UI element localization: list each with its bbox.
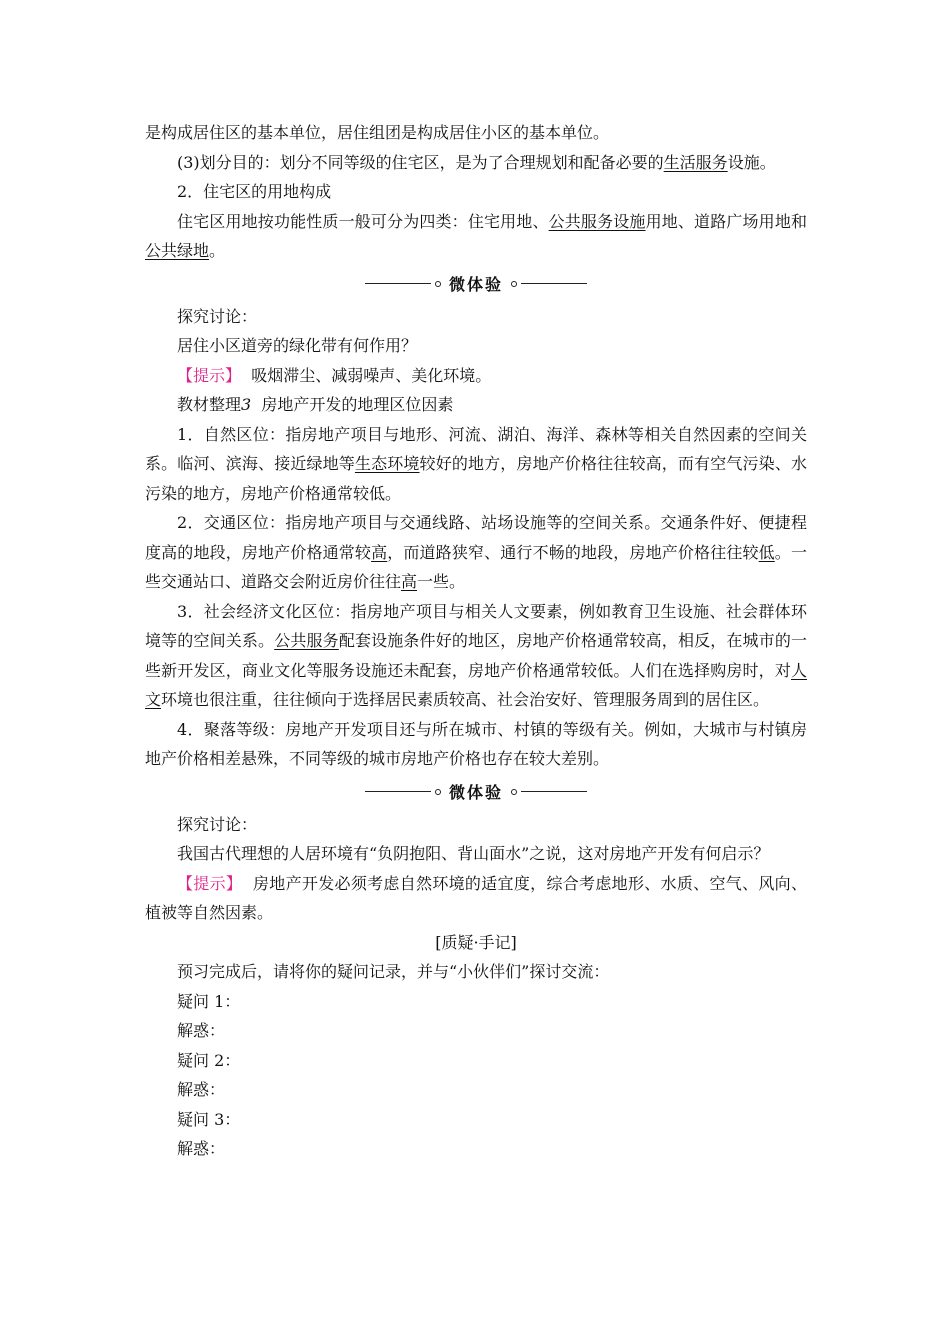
underlined-answer: 公共服务设施 bbox=[548, 211, 646, 231]
hint-paragraph bbox=[145, 361, 807, 391]
divider-line bbox=[365, 283, 431, 285]
divider-line bbox=[521, 791, 587, 793]
discussion-label: 探究讨论： bbox=[177, 814, 258, 834]
divider-dot bbox=[435, 281, 441, 287]
notes-line: 疑问 2： bbox=[177, 1050, 241, 1070]
divider-dot bbox=[435, 789, 441, 795]
notes-line: 疑问 3： bbox=[177, 1109, 241, 1129]
underlined-answer: 高 bbox=[401, 572, 418, 591]
notes-heading: [质疑·手记] bbox=[435, 932, 517, 952]
item-traffic-location: 2．交通区位：指房地产项目与交通线路、站场设施等的空间关系。交通条件好、便捷程度高的地段，房地产价格通常较高，而道路狭窄、通行不畅的地段，房地产价格往往较低。一些交通站口、道路交会附近房价往往高一些。 bbox=[145, 513, 807, 591]
document-page bbox=[145, 118, 807, 1164]
underlined-answer: 低 bbox=[758, 542, 775, 562]
hint-text: 吸烟滞尘、减弱噪声、美化环境。 bbox=[251, 365, 492, 385]
notes-line: 解惑： bbox=[177, 1021, 226, 1040]
paragraph-purpose: (3)划分目的：划分不同等级的住宅区，是为了合理规划和配备必要的生活服务设施。 bbox=[177, 152, 776, 172]
paragraph-continued: 是构成居住区的基本单位，居住组团是构成居住小区的基本单位。 bbox=[145, 123, 610, 142]
paragraph-land-use: 住宅区用地按功能性质一般可分为四类：住宅用地、公共服务设施用地、道路广场用地和公共绿地。 bbox=[145, 211, 807, 260]
item-settlement-level: 4．聚落等级：房地产开发项目还与所在城市、村镇的等级有关。例如，大城市与村镇房地产价格相差悬殊，不同等级的城市房地产价格也存在较大差别。 bbox=[145, 719, 807, 768]
subheading-land-use: 2．住宅区的用地构成 bbox=[177, 182, 332, 201]
divider-title: 微体验 bbox=[448, 783, 503, 802]
discussion-label: 探究讨论： bbox=[177, 306, 258, 326]
divider-line bbox=[521, 283, 587, 285]
item-natural-location: 1．自然区位：指房地产项目与地形、河流、湖泊、海洋、森林等相关自然因素的空间关系。临河、滨海、接近绿地等生态环境较好的地方，房地产价格往往较高，而有空气污染、水污染的地方，房地产价格通常较低。 bbox=[145, 424, 807, 503]
discussion-question: 我国古代理想的人居环境有“负阴抱阳、背山面水”之说，这对房地产开发有何启示？ bbox=[177, 844, 770, 863]
item-socioeconomic-location: 3．社会经济文化区位：指房地产项目与相关人文要素，例如教育卫生设施、社会群体环境等的空间关系。公共服务配套设施条件好的地区，房地产价格通常较高，相反，在城市的一些新开发区，商业文化等服务设施还未配套，房地产价格通常较低。人们在选择购房时，对人文环境也很注重，往往倾向于选择居民素质较高、社会治安好、管理服务周到的居住区。 bbox=[145, 601, 807, 709]
divider-dot bbox=[511, 789, 517, 795]
notes-line: 解惑： bbox=[177, 1139, 226, 1158]
divider-dot bbox=[511, 281, 517, 287]
section-divider bbox=[145, 776, 807, 808]
hint-label: 【提示】 bbox=[177, 365, 242, 385]
divider-title: 微体验 bbox=[448, 275, 503, 294]
underlined-answer: 生活服务 bbox=[663, 152, 728, 172]
section-divider bbox=[145, 268, 807, 300]
divider-line bbox=[365, 791, 431, 793]
underlined-answer: 公共绿地 bbox=[145, 241, 210, 260]
underlined-answer: 高 bbox=[371, 542, 388, 562]
section-heading: 教材整理3 房地产开发的地理区位因素 bbox=[177, 395, 454, 414]
hint-label: 【提示】 bbox=[177, 873, 243, 893]
notes-intro: 预习完成后，请将你的疑问记录，并与“小伙伴们”探讨交流： bbox=[177, 962, 610, 981]
notes-line: 疑问 1： bbox=[177, 991, 241, 1011]
hint-paragraph bbox=[145, 869, 807, 928]
notes-line: 解惑： bbox=[177, 1080, 226, 1099]
underlined-answer: 生态环境 bbox=[354, 454, 420, 473]
hint-text: 房地产开发必须考虑自然环境的适宜度，综合考虑地形、水质、空气、风向、植被等自然因素。 bbox=[145, 873, 807, 922]
underlined-answer: 人文 bbox=[145, 660, 807, 709]
underlined-answer: 公共服务 bbox=[274, 631, 339, 650]
discussion-question: 居住小区道旁的绿化带有何作用？ bbox=[177, 336, 418, 355]
section-number: 3 bbox=[241, 395, 252, 414]
